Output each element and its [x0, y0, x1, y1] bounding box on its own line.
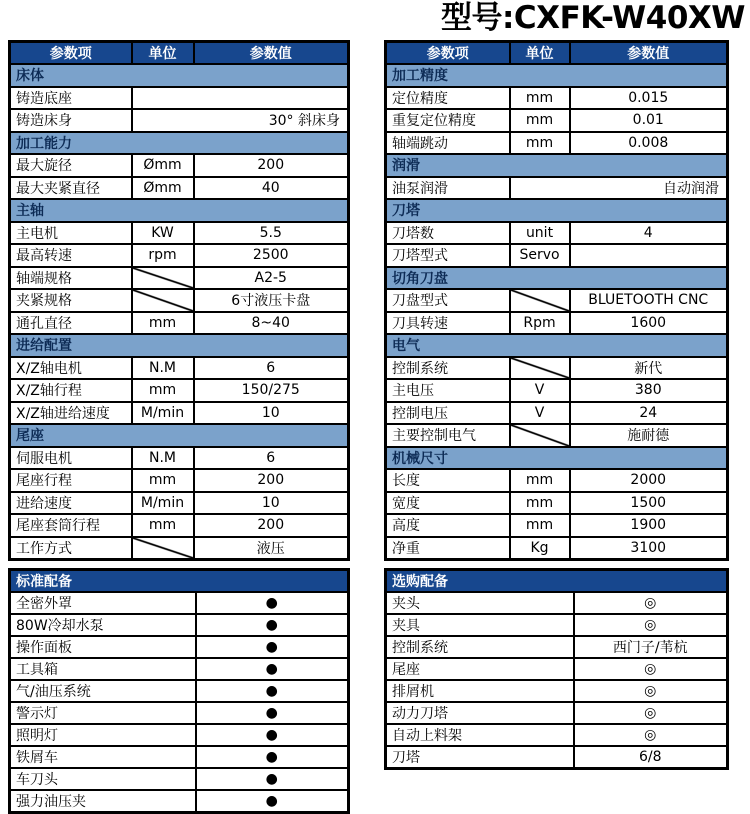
equipment-name: 排屑机: [386, 680, 574, 702]
spec-row: [386, 379, 728, 402]
unit-cell: mm: [510, 132, 570, 155]
unit-cell: mm: [132, 469, 194, 492]
param-name: X/Z轴电机: [10, 357, 132, 380]
unit-slash-cell: [132, 289, 194, 312]
param-value: 0.01: [570, 109, 728, 132]
unit-cell: N.M: [132, 447, 194, 470]
param-value: 0.008: [570, 132, 728, 155]
param-name: 工作方式: [10, 537, 132, 560]
param-value: 6: [194, 447, 349, 470]
param-value: 1500: [570, 492, 728, 515]
equipment-name: 警示灯: [10, 702, 196, 724]
param-name: 主要控制电气: [386, 424, 510, 447]
section-row: [386, 267, 728, 290]
spec-row: [10, 244, 349, 267]
equipment-header-row: [386, 570, 728, 593]
param-name: 刀塔型式: [386, 244, 510, 267]
equipment-mark: ●: [196, 592, 349, 614]
equipment-name: 80W冷却水泵: [10, 614, 196, 636]
spec-row: [10, 537, 349, 560]
equipment-row: [10, 592, 349, 614]
section-header: 切角刀盘: [386, 267, 728, 290]
unit-cell: N.M: [132, 357, 194, 380]
param-value: [570, 244, 728, 267]
spec-row: [386, 492, 728, 515]
section-row: [386, 199, 728, 222]
equipment-name: 车刀头: [10, 768, 196, 790]
equipment-name: 强力油压夹: [10, 790, 196, 813]
section-header: 加工精度: [386, 64, 728, 87]
equipment-row: [10, 614, 349, 636]
param-value: [132, 87, 349, 110]
section-row: [10, 334, 349, 357]
spec-row: [386, 312, 728, 335]
equipment-mark: ●: [196, 768, 349, 790]
unit-cell: mm: [132, 514, 194, 537]
unit-cell: mm: [510, 87, 570, 110]
section-header: 床体: [10, 64, 349, 87]
section-header: 机械尺寸: [386, 447, 728, 470]
equipment-name: 夹具: [386, 614, 574, 636]
param-value: 6寸液压卡盘: [194, 289, 349, 312]
param-value: 自动润滑: [510, 177, 728, 200]
param-name: 高度: [386, 514, 510, 537]
spec-row: [386, 514, 728, 537]
unit-slash-cell: [510, 424, 570, 447]
equipment-mark: ●: [196, 724, 349, 746]
param-value: 2000: [570, 469, 728, 492]
param-value: 24: [570, 402, 728, 425]
param-name: 夹紧规格: [10, 289, 132, 312]
param-name: 净重: [386, 537, 510, 560]
spec-row: [386, 109, 728, 132]
param-name: 主电机: [10, 222, 132, 245]
param-name: 宽度: [386, 492, 510, 515]
spec-row: [10, 447, 349, 470]
spec-row: [386, 87, 728, 110]
equipment-row: [386, 614, 728, 636]
equipment-name: 工具箱: [10, 658, 196, 680]
param-name: 刀塔数: [386, 222, 510, 245]
param-value: 200: [194, 469, 349, 492]
param-name: 主电压: [386, 379, 510, 402]
param-name: 重复定位精度: [386, 109, 510, 132]
param-name: 控制系统: [386, 357, 510, 380]
section-header: 电气: [386, 334, 728, 357]
param-name: 轴端跳动: [386, 132, 510, 155]
param-value: 5.5: [194, 222, 349, 245]
spec-row: [10, 267, 349, 290]
equipment-row: [10, 702, 349, 724]
unit-cell: M/min: [132, 492, 194, 515]
equipment-name: 全密外罩: [10, 592, 196, 614]
param-value: 0.015: [570, 87, 728, 110]
column-header-value: 参数值: [570, 42, 728, 65]
table-header-row: [386, 42, 728, 65]
equipment-mark: ◎: [574, 702, 728, 724]
section-header: 加工能力: [10, 132, 349, 155]
equipment-mark: ●: [196, 702, 349, 724]
param-value: 10: [194, 402, 349, 425]
equipment-name: 动力刀塔: [386, 702, 574, 724]
section-row: [10, 199, 349, 222]
param-value: 200: [194, 514, 349, 537]
unit-cell: Servo: [510, 244, 570, 267]
param-value: 4: [570, 222, 728, 245]
equipment-mark: ◎: [574, 658, 728, 680]
equipment-mark: ◎: [574, 614, 728, 636]
param-value: 150/275: [194, 379, 349, 402]
section-row: [386, 334, 728, 357]
spec-row: [10, 492, 349, 515]
equipment-row: [386, 746, 728, 769]
param-value: 8~40: [194, 312, 349, 335]
unit-cell: mm: [132, 379, 194, 402]
spec-row: [10, 154, 349, 177]
section-header: 主轴: [10, 199, 349, 222]
section-header: 润滑: [386, 154, 728, 177]
param-name: 尾座套筒行程: [10, 514, 132, 537]
param-name: 刀盘型式: [386, 289, 510, 312]
param-value: 1900: [570, 514, 728, 537]
spec-row: [386, 289, 728, 312]
param-value: 10: [194, 492, 349, 515]
column-header-unit: 单位: [132, 42, 194, 65]
equipment-row: [386, 658, 728, 680]
param-value: 30° 斜床身: [132, 109, 349, 132]
unit-slash-cell: [510, 289, 570, 312]
equipment-row: [386, 724, 728, 746]
param-name: X/Z轴进给速度: [10, 402, 132, 425]
spec-row: [386, 424, 728, 447]
table-header-row: [10, 42, 349, 65]
standard-equipment-table: [8, 568, 350, 814]
unit-cell: V: [510, 402, 570, 425]
spec-row: [386, 132, 728, 155]
equipment-row: [386, 702, 728, 724]
unit-slash-cell: [132, 267, 194, 290]
column-header-value: 参数值: [194, 42, 349, 65]
unit-cell: V: [510, 379, 570, 402]
param-value: 施耐德: [570, 424, 728, 447]
unit-cell: mm: [510, 469, 570, 492]
unit-slash-cell: [132, 537, 194, 560]
unit-cell: Ømm: [132, 154, 194, 177]
spec-row: [386, 469, 728, 492]
spec-row: [10, 289, 349, 312]
equipment-mark: ●: [196, 680, 349, 702]
param-value: 6: [194, 357, 349, 380]
param-name: 铸造底座: [10, 87, 132, 110]
optional-equipment-table: [384, 568, 729, 770]
spec-row: [386, 244, 728, 267]
equipment-mark: 西门子/苇杭: [574, 636, 728, 658]
param-name: 伺服电机: [10, 447, 132, 470]
param-name: 尾座行程: [10, 469, 132, 492]
param-name: 长度: [386, 469, 510, 492]
equipment-name: 铁屑车: [10, 746, 196, 768]
spec-row: [10, 402, 349, 425]
column-header-param: 参数项: [386, 42, 510, 65]
param-name: 最大夹紧直径: [10, 177, 132, 200]
section-header: 进给配置: [10, 334, 349, 357]
unit-cell: mm: [510, 109, 570, 132]
equipment-row: [386, 680, 728, 702]
spec-row: [386, 402, 728, 425]
section-header: 刀塔: [386, 199, 728, 222]
optional-equipment-title: 选购配备: [386, 570, 728, 593]
spec-row: [386, 222, 728, 245]
spec-row: [10, 514, 349, 537]
spec-row: [10, 312, 349, 335]
param-value: 380: [570, 379, 728, 402]
unit-cell: Rpm: [510, 312, 570, 335]
equipment-mark: ◎: [574, 592, 728, 614]
unit-slash-cell: [510, 357, 570, 380]
spec-row: [10, 379, 349, 402]
param-value: A2-5: [194, 267, 349, 290]
equipment-row: [10, 790, 349, 813]
equipment-row: [10, 636, 349, 658]
equipment-mark: ●: [196, 658, 349, 680]
equipment-header-row: [10, 570, 349, 593]
param-name: 铸造床身: [10, 109, 132, 132]
param-name: 进给速度: [10, 492, 132, 515]
param-value: 新代: [570, 357, 728, 380]
equipment-name: 控制系统: [386, 636, 574, 658]
spec-row: [10, 222, 349, 245]
spec-row: [386, 177, 728, 200]
spec-row: [10, 469, 349, 492]
equipment-row: [10, 746, 349, 768]
section-header: 尾座: [10, 424, 349, 447]
equipment-name: 照明灯: [10, 724, 196, 746]
equipment-name: 夹头: [386, 592, 574, 614]
section-row: [10, 424, 349, 447]
param-name: 轴端规格: [10, 267, 132, 290]
section-row: [10, 132, 349, 155]
equipment-row: [10, 680, 349, 702]
equipment-mark: ●: [196, 746, 349, 768]
param-value: 3100: [570, 537, 728, 560]
equipment-mark: ◎: [574, 724, 728, 746]
standard-equipment-title: 标准配备: [10, 570, 349, 593]
spec-row: [10, 357, 349, 380]
unit-cell: mm: [510, 492, 570, 515]
equipment-mark: ●: [196, 614, 349, 636]
param-name: 刀具转速: [386, 312, 510, 335]
equipment-mark: ●: [196, 790, 349, 813]
param-value: 40: [194, 177, 349, 200]
param-name: 油泵润滑: [386, 177, 510, 200]
section-row: [386, 64, 728, 87]
param-name: 最高转速: [10, 244, 132, 267]
param-name: X/Z轴行程: [10, 379, 132, 402]
equipment-name: 气/油压系统: [10, 680, 196, 702]
unit-cell: M/min: [132, 402, 194, 425]
param-value: BLUETOOTH CNC: [570, 289, 728, 312]
left-spec-table: [8, 40, 350, 561]
section-row: [386, 447, 728, 470]
section-row: [10, 64, 349, 87]
page-title: 型号:CXFK-W40XW: [441, 0, 745, 36]
spec-row: [10, 177, 349, 200]
param-value: 1600: [570, 312, 728, 335]
section-row: [386, 154, 728, 177]
spec-row: [386, 537, 728, 560]
param-name: 通孔直径: [10, 312, 132, 335]
equipment-mark: 6/8: [574, 746, 728, 769]
equipment-mark: ◎: [574, 680, 728, 702]
param-value: 2500: [194, 244, 349, 267]
equipment-mark: ●: [196, 636, 349, 658]
column-header-unit: 单位: [510, 42, 570, 65]
param-name: 最大旋径: [10, 154, 132, 177]
unit-cell: unit: [510, 222, 570, 245]
equipment-name: 自动上料架: [386, 724, 574, 746]
unit-cell: Kg: [510, 537, 570, 560]
unit-cell: Ømm: [132, 177, 194, 200]
unit-cell: KW: [132, 222, 194, 245]
equipment-row: [10, 768, 349, 790]
param-name: 控制电压: [386, 402, 510, 425]
unit-cell: mm: [132, 312, 194, 335]
equipment-row: [10, 658, 349, 680]
spec-row: [10, 109, 349, 132]
equipment-name: 操作面板: [10, 636, 196, 658]
spec-row: [10, 87, 349, 110]
equipment-row: [386, 592, 728, 614]
param-value: 200: [194, 154, 349, 177]
equipment-name: 刀塔: [386, 746, 574, 769]
equipment-row: [10, 724, 349, 746]
param-value: 液压: [194, 537, 349, 560]
spec-row: [386, 357, 728, 380]
equipment-name: 尾座: [386, 658, 574, 680]
param-name: 定位精度: [386, 87, 510, 110]
column-header-param: 参数项: [10, 42, 132, 65]
unit-cell: rpm: [132, 244, 194, 267]
equipment-row: [386, 636, 728, 658]
right-spec-table: [384, 40, 729, 561]
unit-cell: mm: [510, 514, 570, 537]
